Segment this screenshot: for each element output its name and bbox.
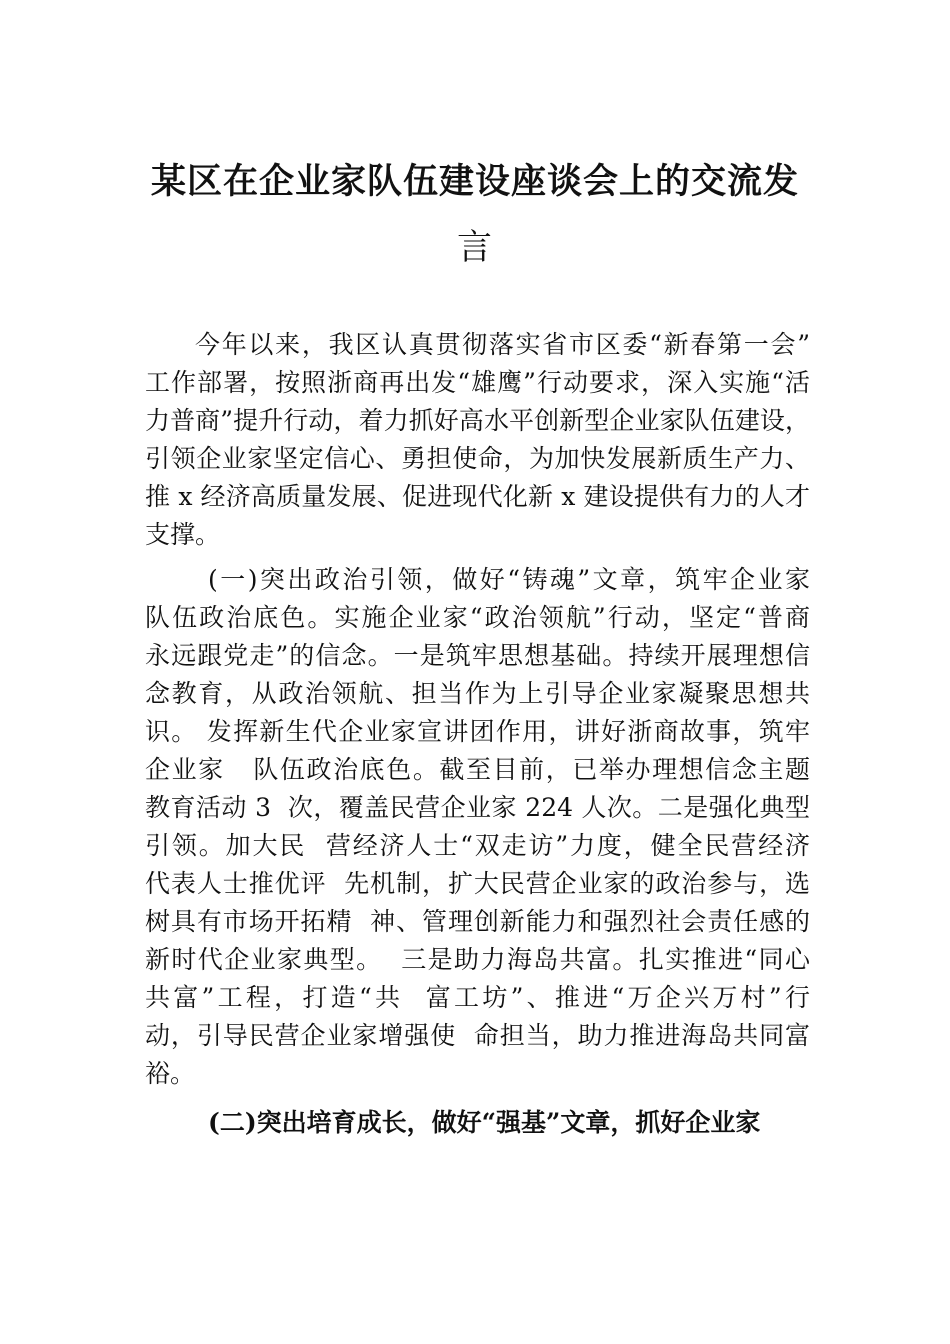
document-title-line-2: 言 (456, 228, 493, 268)
paragraph-line: 支撑。 (145, 520, 221, 549)
paragraph-line: 新时代企业家典型。 三是助力海岛共富。扎实推进“同心 (145, 945, 810, 974)
section-heading-2: (二)突出培育成长，做好“强基”文章，抓好企业家 (208, 1108, 761, 1137)
paragraph-line: 引领企业家坚定信心、勇担使命，为加快发展新质生产力、 (145, 444, 810, 473)
paragraph-line: 树具有市场开拓精 神、管理创新能力和强烈社会责任感的 (145, 907, 810, 936)
paragraph-line: 推 x 经济高质量发展、促进现代化新 x 建设提供有力的人才 (145, 482, 810, 511)
paragraph-line: 今年以来，我区认真贯彻落实省市区委“新春第一会” (195, 330, 810, 359)
paragraph-line: 动，引导民营企业家增强使 命担当，助力推进海岛共同富 (145, 1021, 810, 1050)
document-title-line-1: 某区在企业家队伍建设座谈会上的交流发 (150, 161, 799, 202)
paragraph-line: 工作部署，按照浙商再出发“雄鹰”行动要求，深入实施“活 (145, 368, 810, 397)
paragraph-line: 队伍政治底色。实施企业家“政治领航”行动，坚定“普商 (145, 603, 810, 632)
paragraph-line: 教育活动 3 次，覆盖民营企业家 224 人次。二是强化典型 (145, 793, 810, 822)
paragraph-line: 引领。加大民 营经济人士“双走访”力度，健全民营经济 (145, 831, 810, 860)
paragraph-line: 识。 发挥新生代企业家宣讲团作用，讲好浙商故事，筑牢 (145, 717, 810, 746)
paragraph-line: (一)突出政治引领，做好“铸魂”文章，筑牢企业家 (208, 565, 810, 594)
paragraph-line: 永远跟党走”的信念。一是筑牢思想基础。持续开展理想信 (145, 641, 810, 670)
paragraph-line: 力普商”提升行动，着力抓好高水平创新型企业家队伍建设， (145, 406, 810, 435)
paragraph-line: 代表人士推优评 先机制，扩大民营企业家的政治参与，选 (145, 869, 810, 898)
paragraph-line: 念教育，从政治领航、担当作为上引导企业家凝聚思想共 (145, 679, 810, 708)
paragraph-line: 共富”工程，打造“共 富工坊”、推进“万企兴万村”行 (145, 983, 810, 1012)
paragraph-line: 裕。 (145, 1059, 196, 1088)
paragraph-line: 企业家 队伍政治底色。截至目前，已举办理想信念主题 (145, 755, 810, 784)
